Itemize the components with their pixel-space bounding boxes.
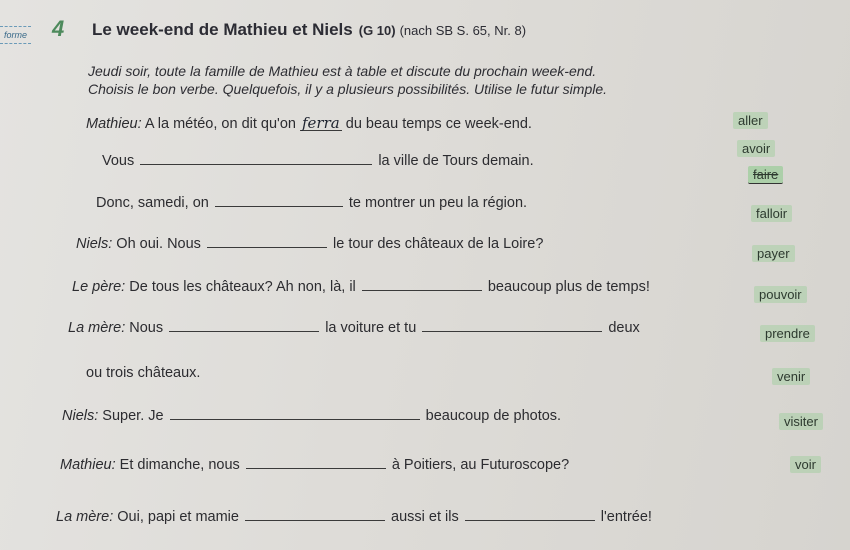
answer-blank[interactable] [169, 317, 319, 332]
speaker: Niels: [76, 236, 113, 252]
handwritten-answer[interactable]: ferra [302, 114, 340, 132]
answer-blank[interactable] [246, 454, 386, 469]
answer-blank[interactable] [215, 192, 343, 207]
sentence-text: te montrer un peu la région. [348, 195, 528, 211]
verb-avoir[interactable]: avoir [737, 140, 775, 157]
sentence-5 [72, 276, 650, 295]
sentence-text: deux [608, 320, 640, 336]
answer-blank[interactable] [207, 233, 327, 248]
answer-blank[interactable] [245, 506, 385, 521]
answer-blank[interactable] [140, 150, 372, 165]
sentence-text: beaucoup de photos. [425, 408, 562, 424]
sentence-text: le tour des châteaux de la Loire? [333, 236, 544, 252]
speaker: Niels: [62, 408, 99, 424]
sentence-text: De tous les châteaux? Ah non, là, il [129, 279, 356, 295]
answer-blank[interactable] [362, 276, 482, 291]
sentence-2 [102, 150, 534, 169]
sentence-text: du beau temps ce week-end. [345, 116, 532, 132]
book-ref: (nach SB S. 65, Nr. 8) [399, 23, 527, 38]
sentence-4 [76, 233, 543, 252]
sentence-text: Vous [102, 153, 135, 169]
sentence-7 [86, 365, 200, 381]
speaker: Mathieu: [60, 457, 116, 473]
sentence-text: Super. Je [102, 408, 164, 424]
sentence-text: Donc, samedi, on [96, 195, 209, 211]
sentence-text: Oh oui. Nous [116, 236, 201, 252]
sentence-text: la voiture et tu [325, 320, 417, 336]
side-tab: forme [0, 26, 31, 44]
speaker: La mère: [56, 509, 114, 525]
sentence-text: beaucoup plus de temps! [487, 279, 650, 295]
instruction-line-2: Choisis le bon verbe. Quelquefois, il y a plusieurs possibilités. Utilise le futur simple. [88, 81, 608, 97]
verb-pouvoir[interactable]: pouvoir [754, 286, 807, 303]
sentence-1 [86, 116, 532, 132]
verb-aller[interactable]: aller [733, 112, 768, 129]
answer-blank[interactable] [465, 506, 595, 521]
answer-blank[interactable] [422, 317, 602, 332]
verb-visiter[interactable]: visiter [779, 413, 823, 430]
exercise-number: 4 [52, 16, 65, 41]
sentence-9 [60, 454, 569, 473]
verb-voir[interactable]: voir [790, 456, 821, 473]
speaker: La mère: [68, 320, 126, 336]
sentence-text: l'entrée! [600, 509, 652, 525]
sentence-text: Nous [129, 320, 164, 336]
verb-prendre[interactable]: prendre [760, 325, 815, 342]
sentence-text: Et dimanche, nous [119, 457, 240, 473]
grammar-ref: (G 10) [358, 23, 396, 38]
answer-blank[interactable] [170, 405, 420, 420]
sentence-6 [68, 317, 640, 336]
verb-venir[interactable]: venir [772, 368, 810, 385]
sentence-text: aussi et ils [391, 509, 459, 525]
verb-falloir[interactable]: falloir [751, 205, 792, 222]
sentence-10 [56, 506, 652, 525]
sentence-text: à Poitiers, au Futuroscope? [391, 457, 570, 473]
sentence-text: la ville de Tours demain. [378, 153, 534, 169]
verb-payer[interactable]: payer [752, 245, 795, 262]
sentence-text: Oui, papi et mamie [117, 509, 239, 525]
verb-faire[interactable]: faire [748, 166, 783, 184]
title-text: Le week-end de Mathieu et Niels [92, 20, 353, 39]
exercise-title [92, 20, 526, 40]
speaker: Mathieu: [86, 116, 142, 132]
sentence-8 [62, 405, 561, 424]
speaker: Le père: [72, 279, 126, 295]
instruction-line-1: Jeudi soir, toute la famille de Mathieu est à table et discute du prochain week-end. [88, 63, 597, 79]
sentence-text: ou trois châteaux. [86, 365, 201, 381]
sentence-text: A la météo, on dit qu'on [144, 116, 296, 132]
sentence-3 [96, 192, 527, 211]
